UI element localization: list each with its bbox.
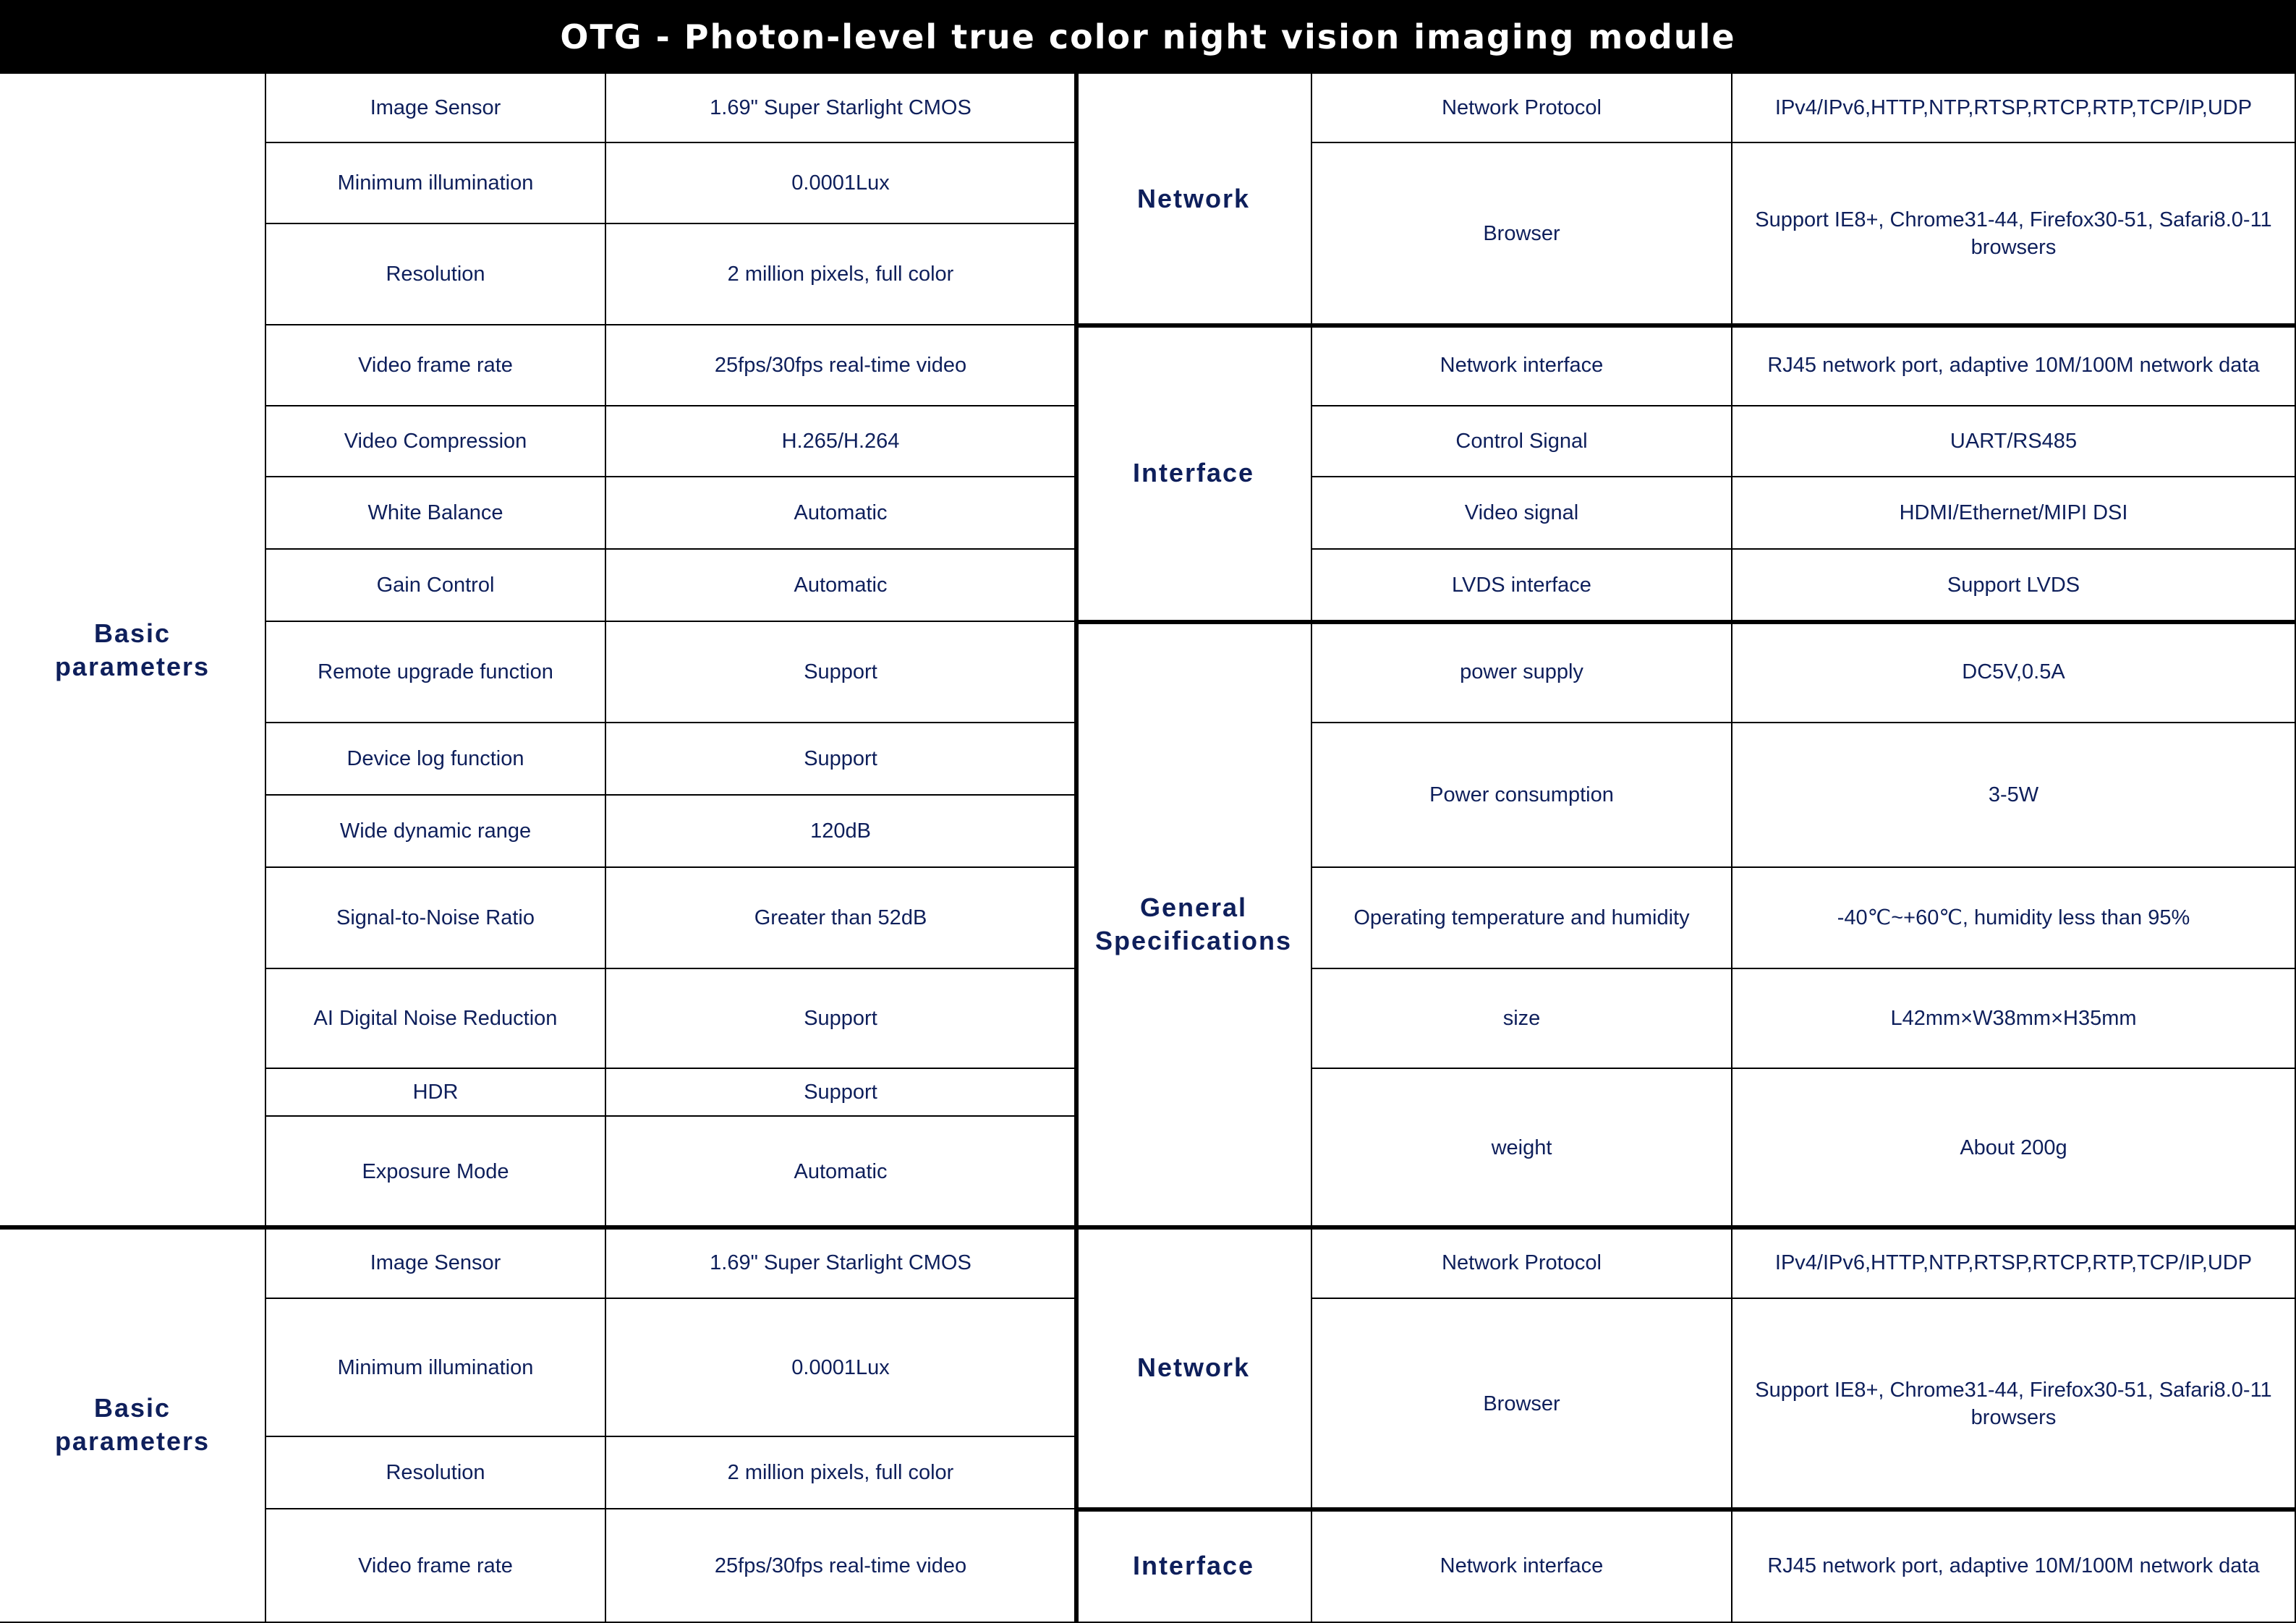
param-label: Video frame rate [266, 1509, 606, 1623]
param-label: Network interface [1312, 325, 1732, 406]
param-label: Browser [1312, 1299, 1732, 1509]
param-label: Resolution [266, 224, 606, 325]
param-value: 2 million pixels, full color [606, 224, 1076, 325]
section-network: Network [1076, 74, 1312, 325]
param-label: Minimum illumination [266, 143, 606, 224]
section-interface: Interface [1076, 1509, 1312, 1623]
param-value: RJ45 network port, adaptive 10M/100M network data [1732, 1509, 2296, 1623]
section-divider [1074, 620, 2296, 624]
param-label: Device log function [266, 723, 606, 796]
param-value: Support [606, 622, 1076, 723]
param-label: Gain Control [266, 550, 606, 622]
param-label: HDR [266, 1069, 606, 1117]
param-label: Network Protocol [1312, 74, 1732, 143]
param-value: 25fps/30fps real-time video [606, 325, 1076, 406]
param-value: IPv4/IPv6,HTTP,NTP,RTSP,RTCP,RTP,TCP/IP,UDP [1732, 74, 2296, 143]
section-basic-parameters: Basic parameters [0, 74, 266, 1227]
section-general-specifications: General Specifications [1076, 622, 1312, 1227]
param-value: Support IE8+, Chrome31-44, Firefox30-51, Safari8.0-11 browsers [1732, 1299, 2296, 1509]
param-value: H.265/H.264 [606, 406, 1076, 477]
param-label: Remote upgrade function [266, 622, 606, 723]
param-label: Control Signal [1312, 406, 1732, 477]
param-value: Support [606, 723, 1076, 796]
param-label: Network Protocol [1312, 1227, 1732, 1299]
param-value: -40℃~+60℃, humidity less than 95% [1732, 868, 2296, 969]
param-value: 0.0001Lux [606, 143, 1076, 224]
section-basic-parameters: Basic parameters [0, 1227, 266, 1623]
section-divider [1074, 323, 2296, 328]
param-value: UART/RS485 [1732, 406, 2296, 477]
param-value: Greater than 52dB [606, 868, 1076, 969]
param-value: L42mm×W38mm×H35mm [1732, 969, 2296, 1069]
param-value: 2 million pixels, full color [606, 1437, 1076, 1509]
param-value: Support IE8+, Chrome31-44, Firefox30-51, Safari8.0-11 browsers [1732, 143, 2296, 325]
param-label: size [1312, 969, 1732, 1069]
page-title: OTG - Photon-level true color night vision imaging module [0, 0, 2296, 74]
param-value: HDMI/Ethernet/MIPI DSI [1732, 477, 2296, 550]
param-label: Power consumption [1312, 723, 1732, 868]
param-value: RJ45 network port, adaptive 10M/100M network data [1732, 325, 2296, 406]
param-label: Minimum illumination [266, 1299, 606, 1437]
param-label: Video Compression [266, 406, 606, 477]
param-value: 1.69" Super Starlight CMOS [606, 1227, 1076, 1299]
param-value: Support LVDS [1732, 550, 2296, 622]
param-label: Exposure Mode [266, 1117, 606, 1227]
param-label: Video signal [1312, 477, 1732, 550]
param-value: 120dB [606, 796, 1076, 868]
param-label: Operating temperature and humidity [1312, 868, 1732, 969]
param-value: 25fps/30fps real-time video [606, 1509, 1076, 1623]
param-label: LVDS interface [1312, 550, 1732, 622]
param-label: weight [1312, 1069, 1732, 1227]
section-divider [0, 1225, 2296, 1230]
param-value: Automatic [606, 1117, 1076, 1227]
param-label: Browser [1312, 143, 1732, 325]
param-label: Network interface [1312, 1509, 1732, 1623]
section-divider [1074, 1507, 2296, 1512]
param-label: Wide dynamic range [266, 796, 606, 868]
param-value: Support [606, 969, 1076, 1069]
param-value: 3-5W [1732, 723, 2296, 868]
param-label: Signal-to-Noise Ratio [266, 868, 606, 969]
param-label: Image Sensor [266, 1227, 606, 1299]
param-label: power supply [1312, 622, 1732, 723]
param-value: IPv4/IPv6,HTTP,NTP,RTSP,RTCP,RTP,TCP/IP,UDP [1732, 1227, 2296, 1299]
section-network: Network [1076, 1227, 1312, 1509]
param-label: Image Sensor [266, 74, 606, 143]
param-label: Video frame rate [266, 325, 606, 406]
param-value: Support [606, 1069, 1076, 1117]
param-value: DC5V,0.5A [1732, 622, 2296, 723]
param-label: Resolution [266, 1437, 606, 1509]
param-value: 0.0001Lux [606, 1299, 1076, 1437]
column-divider [1074, 74, 1079, 1623]
param-label: White Balance [266, 477, 606, 550]
section-interface: Interface [1076, 325, 1312, 622]
param-label: AI Digital Noise Reduction [266, 969, 606, 1069]
param-value: 1.69" Super Starlight CMOS [606, 74, 1076, 143]
param-value: About 200g [1732, 1069, 2296, 1227]
param-value: Automatic [606, 550, 1076, 622]
param-value: Automatic [606, 477, 1076, 550]
